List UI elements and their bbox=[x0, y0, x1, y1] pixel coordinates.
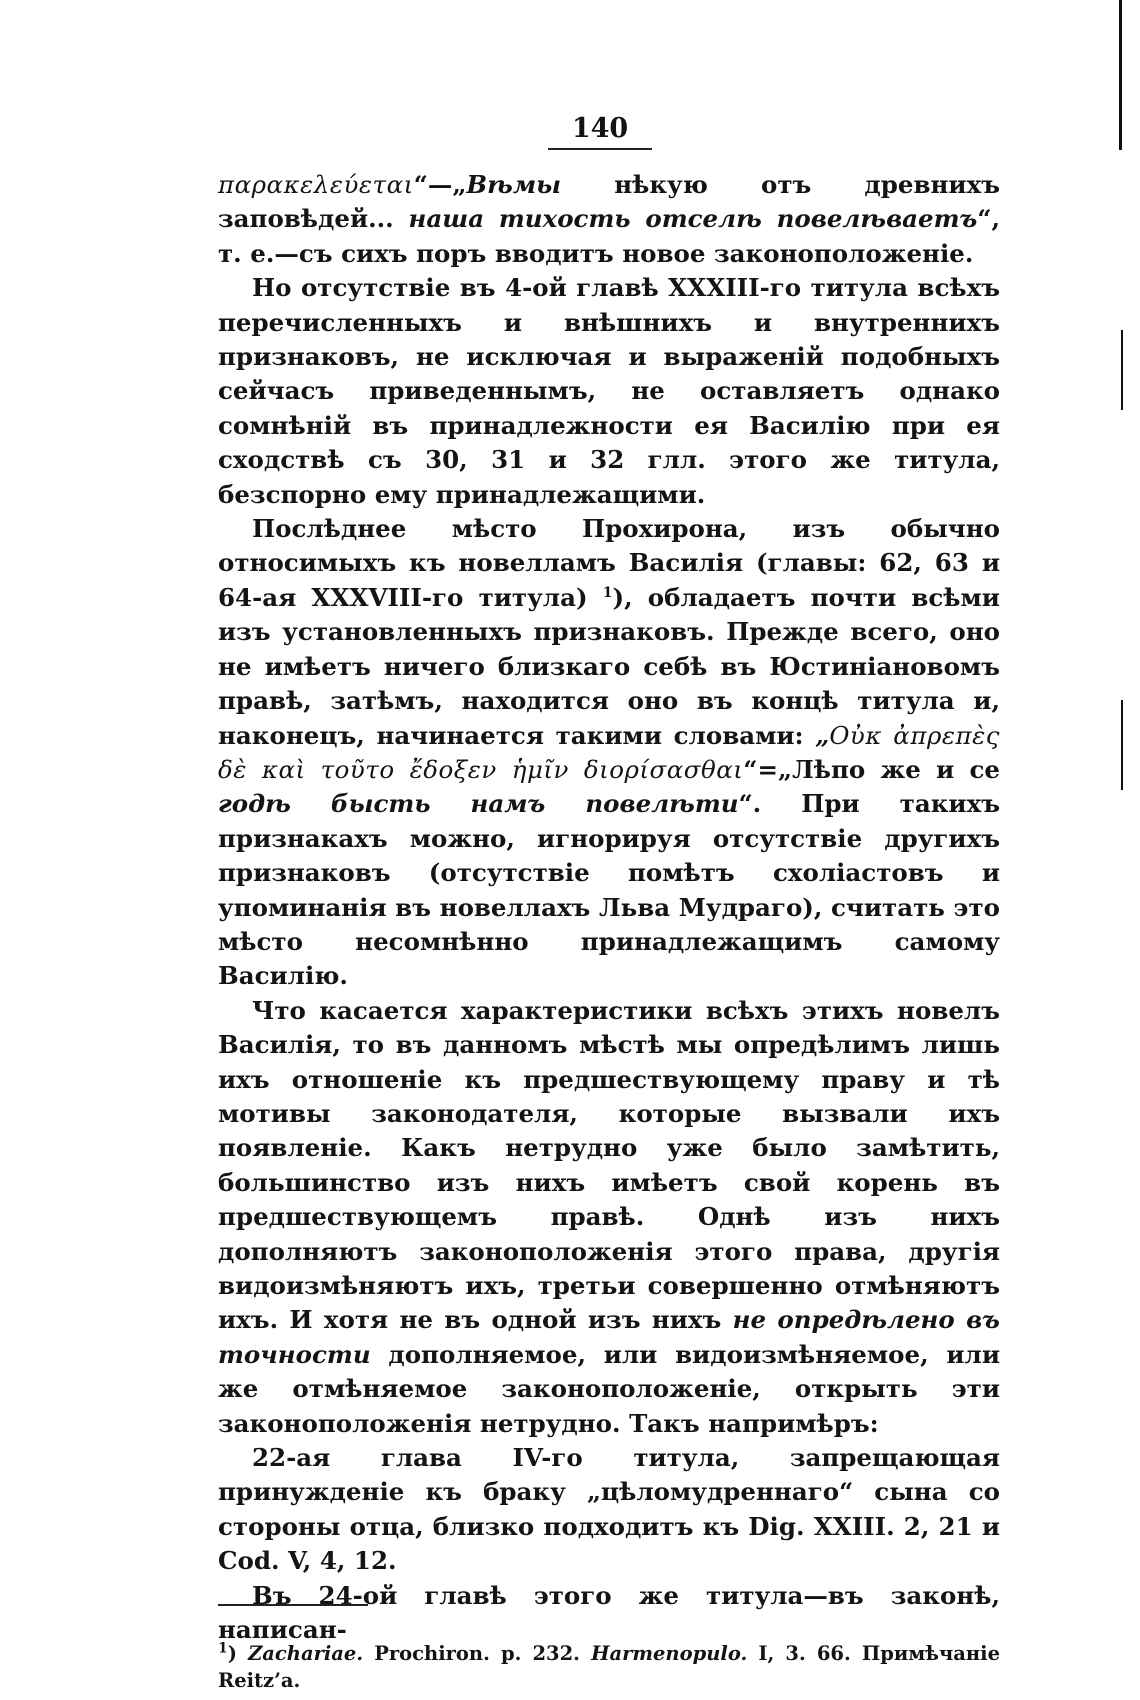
paragraph-1 bbox=[218, 168, 1000, 271]
text-run: Что касается характеристики всѣхъ этихъ новелъ Василія, то въ данномъ мѣстѣ мы опредѣлимъ лишь ихъ отношеніе къ предшествующему праву и тѣ мотивы законодателя, которые вызвали ихъ появленіе. Какъ нетрудно уже было замѣтить, большинство изъ нихъ имѣетъ свой корень въ предшествующемъ правѣ. Однѣ изъ нихъ дополняютъ законоположенія этого права, другія видоизмѣняютъ ихъ, третьи совершенно отмѣняютъ ихъ. И хотя не въ одной изъ нихъ bbox=[218, 995, 1000, 1335]
paragraph-6: Въ 24-ой главѣ этого же титула—въ законѣ, написан- bbox=[218, 1580, 1000, 1645]
text-run: дополняемое, или видоизмѣняемое, или же отмѣняемое законоположеніе, открыть эти законоположенія нетрудно. Такъ напримѣръ: bbox=[218, 1339, 1000, 1438]
scan-edge-line bbox=[1119, 0, 1122, 150]
main-text bbox=[218, 168, 1000, 1647]
scan-edge-line bbox=[1121, 700, 1123, 790]
text-run: Prochiron. p. 232. bbox=[363, 1642, 592, 1665]
page-number: 140 bbox=[548, 113, 652, 150]
slavonic-quote: Вѣмы bbox=[466, 170, 562, 199]
text-run: “, т. е.—съ сихъ поръ вводитъ новое законоположеніе. bbox=[218, 204, 1000, 268]
text-run: Послѣднее мѣсто Прохирона, изъ обычно относимыхъ къ новелламъ Василія (главы: 62, 63 и 64-ая XXXVIII-го титула) bbox=[218, 514, 1000, 612]
slavonic-quote: наша тихость отселѣ повелѣваетъ bbox=[408, 204, 978, 234]
footnote-author: Harmenopulo. bbox=[591, 1642, 748, 1665]
greek-quote: Οὐκ ἀπρεπὲς δὲ καὶ τοῦτο ἔδοξεν ἡμῖν διορίσασθαι bbox=[218, 720, 1000, 784]
text-run: I, 3. 66. Примѣчаніе Reitz’a. bbox=[218, 1642, 1000, 1692]
text-run: “=„Лѣпо же и се bbox=[743, 754, 1000, 784]
paragraph-4 bbox=[218, 994, 1000, 1441]
paragraph-2: Но отсутствіе въ 4-ой главѣ XXXIII-го титула всѣхъ перечисленныхъ и внѣшнихъ и внутреннихъ признаковъ, не исключая и выраженій подобныхъ сейчасъ приведеннымъ, не оставляетъ однако сомнѣній въ принадлежности ея Василію при ея сходствѣ съ 30, 31 и 32 глл. этого же титула, безспорно ему принадлежащими. bbox=[218, 273, 1000, 509]
footnote-reference: 1 bbox=[602, 584, 613, 601]
slavonic-quote: годѣ бысть намъ повелѣти bbox=[218, 789, 739, 819]
emphasis: не опредѣлено въ точности bbox=[218, 1305, 1000, 1369]
footnote: $^1$) Zachariae. Prochiron. p. 232. Harmenopulo. I, 3. 66. Примѣчаніе Reitz’a. bbox=[218, 1640, 1000, 1692]
paragraph-5: 22-ая глава IV-го титула, запрещающая принужденіе къ браку „цѣломудреннаго“ сына со стороны отца, близко подходитъ къ Dig. XXIII. 2, 21 и Cod. V, 4, 12. bbox=[218, 1443, 1000, 1576]
footnote-divider bbox=[218, 1604, 368, 1606]
text-run: “. При такихъ признакахъ можно, игнорируя отсутствіе другихъ признаковъ (отсутствіе помѣтъ схоліастовъ и упоминанія въ новеллахъ Льва Мудраго), считать это мѣсто несомнѣнно принадлежащимъ самому Василію. bbox=[218, 789, 1000, 991]
footnote-author: Zachariae. bbox=[248, 1642, 364, 1665]
footnote-mark: 1 bbox=[218, 1640, 228, 1657]
quote-mark: „ bbox=[815, 720, 830, 750]
scan-edge-line bbox=[1121, 330, 1123, 410]
greek-word: παρακελεύεται bbox=[218, 170, 414, 199]
text-run: ), обладаетъ почти всѣми изъ установленныхъ признаковъ. Прежде всего, оно не имѣетъ ничего близкаго себѣ въ Юстиніановомъ правѣ, затѣмъ, находится оно въ концѣ титула и, наконецъ, начинается такими словами: bbox=[218, 582, 1000, 750]
text-run: нѣкую отъ древнихъ заповѣдей... bbox=[218, 170, 1000, 234]
quote-mark: “—„ bbox=[413, 170, 467, 199]
paragraph-3 bbox=[218, 512, 1000, 994]
